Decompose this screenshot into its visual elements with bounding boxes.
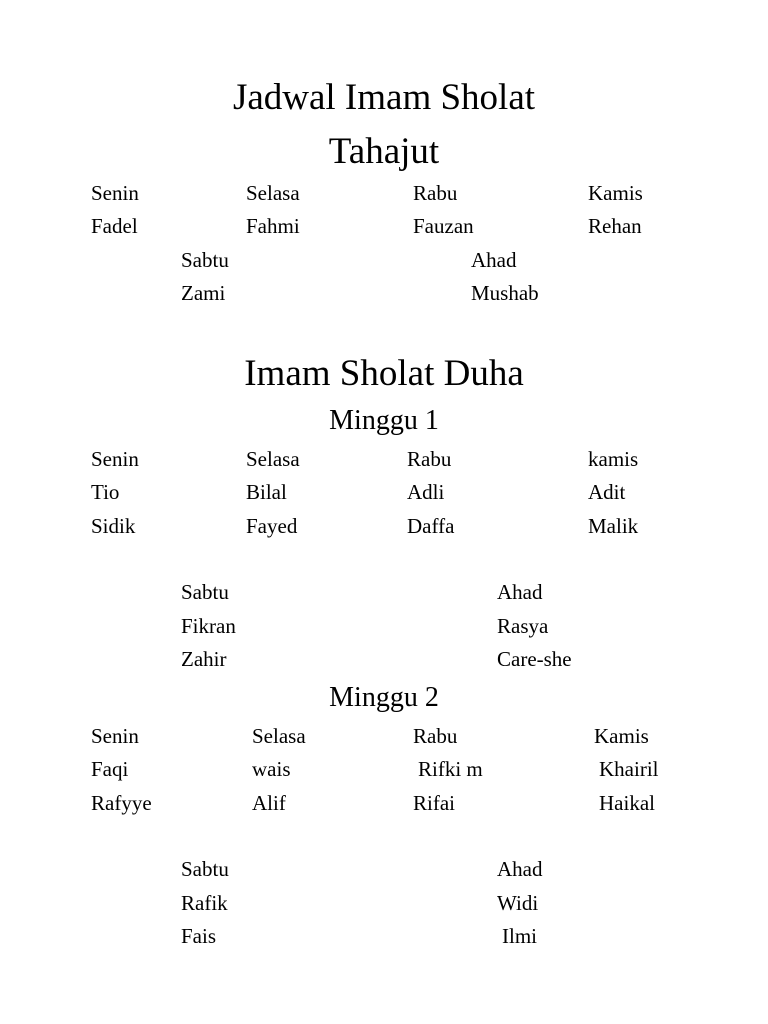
duha-week2-imam-kamis-2: Haikal bbox=[599, 791, 655, 815]
tahajut-day-kamis: Kamis bbox=[588, 181, 643, 205]
duha-week2-day-kamis: Kamis bbox=[594, 724, 649, 748]
duha-week2-label: Minggu 2 bbox=[329, 682, 439, 713]
duha-week1-day-sabtu: Sabtu bbox=[181, 580, 229, 604]
duha-week1-label: Minggu 1 bbox=[329, 405, 439, 436]
tahajut-day-rabu: Rabu bbox=[413, 181, 458, 205]
tahajut-imam-senin: Fadel bbox=[91, 214, 138, 238]
duha-week2-day-senin: Senin bbox=[91, 724, 139, 748]
tahajut-title-line2: Tahajut bbox=[328, 131, 440, 172]
duha-week1-day-ahad: Ahad bbox=[497, 580, 543, 604]
tahajut-day-senin: Senin bbox=[91, 181, 139, 205]
duha-week1-imam-rabu-2: Daffa bbox=[407, 514, 455, 538]
duha-week1-imam-sabtu-1: Fikran bbox=[181, 614, 236, 638]
duha-week1-imam-ahad-1: Rasya bbox=[497, 614, 549, 638]
tahajut-title-line1: Jadwal Imam Sholat bbox=[232, 77, 536, 118]
duha-week2-day-sabtu: Sabtu bbox=[181, 857, 229, 881]
tahajut-day-ahad: Ahad bbox=[471, 248, 517, 272]
duha-week2-imam-senin-2: Rafyye bbox=[91, 791, 152, 815]
duha-week1-day-senin: Senin bbox=[91, 447, 139, 471]
tahajut-imam-rabu: Fauzan bbox=[413, 214, 474, 238]
duha-week2-imam-sabtu-1: Rafik bbox=[181, 891, 228, 915]
tahajut-day-selasa: Selasa bbox=[246, 181, 300, 205]
duha-week2-imam-senin-1: Faqi bbox=[91, 757, 129, 781]
duha-week2-imam-selasa-2: Alif bbox=[252, 791, 286, 815]
duha-week1-imam-rabu-1: Adli bbox=[407, 480, 445, 504]
tahajut-day-sabtu: Sabtu bbox=[181, 248, 229, 272]
tahajut-imam-ahad: Mushab bbox=[471, 281, 539, 305]
duha-week2-day-ahad: Ahad bbox=[497, 857, 543, 881]
duha-week2-imam-ahad-1: Widi bbox=[497, 891, 539, 915]
duha-week1-day-rabu: Rabu bbox=[407, 447, 452, 471]
duha-week1-imam-senin-1: Tio bbox=[91, 480, 120, 504]
duha-week2-imam-ahad-2: Ilmi bbox=[502, 924, 537, 948]
tahajut-imam-kamis: Rehan bbox=[588, 214, 642, 238]
duha-week2-day-selasa: Selasa bbox=[252, 724, 306, 748]
duha-week2-imam-rabu-1: Rifki m bbox=[418, 757, 483, 781]
duha-week1-imam-kamis-1: Adit bbox=[588, 480, 626, 504]
tahajut-imam-selasa: Fahmi bbox=[246, 214, 300, 238]
duha-week2-imam-rabu-2: Rifai bbox=[413, 791, 455, 815]
duha-week1-imam-kamis-2: Malik bbox=[588, 514, 639, 538]
duha-week2-day-rabu: Rabu bbox=[413, 724, 458, 748]
duha-week2-imam-kamis-1: Khairil bbox=[599, 757, 659, 781]
duha-title: Imam Sholat Duha bbox=[244, 353, 524, 394]
duha-week2-imam-sabtu-2: Fais bbox=[181, 924, 217, 948]
duha-week1-day-kamis: kamis bbox=[588, 447, 639, 471]
duha-week1-day-selasa: Selasa bbox=[246, 447, 300, 471]
duha-week1-imam-senin-2: Sidik bbox=[91, 514, 136, 538]
duha-week1-imam-ahad-2: Care-she bbox=[497, 647, 572, 671]
duha-week1-imam-selasa-2: Fayed bbox=[246, 514, 298, 538]
duha-week2-imam-selasa-1: wais bbox=[252, 757, 291, 781]
tahajut-imam-sabtu: Zami bbox=[181, 281, 226, 305]
duha-week1-imam-sabtu-2: Zahir bbox=[181, 647, 227, 671]
duha-week1-imam-selasa-1: Bilal bbox=[246, 480, 287, 504]
